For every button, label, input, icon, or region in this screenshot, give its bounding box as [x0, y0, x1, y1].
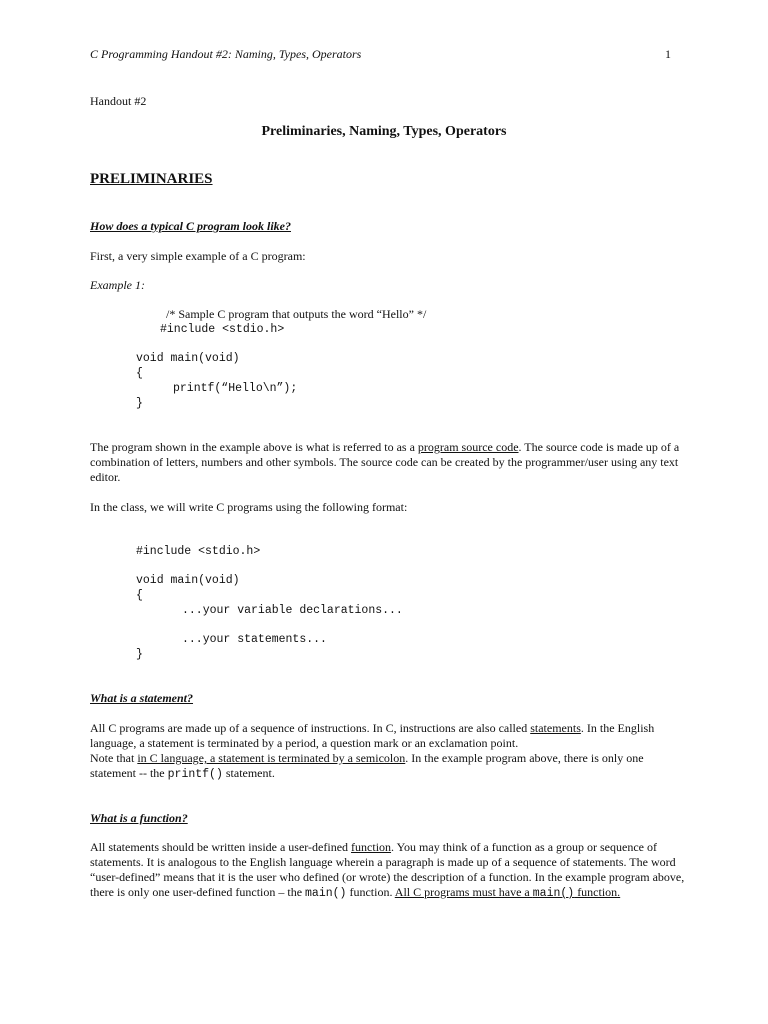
paragraph-source-code	[90, 440, 690, 485]
code-line: }	[136, 648, 143, 661]
rule-main-required	[395, 885, 620, 899]
section-heading: PRELIMINARIES	[90, 171, 213, 187]
intro-text: First, a very simple example of a C program:	[90, 249, 306, 263]
term-statements: statements	[530, 721, 581, 735]
code-line: void main(void)	[136, 352, 240, 365]
paragraph-statement	[90, 721, 690, 782]
page-number: 1	[665, 47, 671, 61]
text-run: All C programs are made up of a sequence of instructions. In C, instructions are also called	[90, 721, 531, 735]
code-line: ...your variable declarations...	[182, 604, 403, 617]
code-line: #include <stdio.h>	[160, 323, 285, 336]
code-line: ...your statements...	[182, 633, 327, 646]
code-main: main()	[532, 887, 575, 900]
term-program-source-code: program source code	[417, 440, 519, 454]
text-run: All C programs must have a	[394, 885, 533, 899]
text-run: . In the English language, a statement is terminated by a period, a question mark or an exclamation point.	[90, 721, 655, 750]
code-main: main()	[305, 887, 347, 900]
format-intro-text: In the class, we will write C programs using the following format:	[90, 500, 408, 514]
page-title: Preliminaries, Naming, Types, Operators	[261, 124, 507, 139]
text-run: . In the example program above, there is only one statement -- the	[90, 751, 644, 780]
rule-semicolon: in C language, a statement is terminated by a semicolon	[137, 751, 406, 765]
text-run: . You may think of a function as a group or sequence of statements. It is analogous to the English language wherein a paragraph is made up of a sequence of statements. The word “user-defined” means that it is the user who defined (or wrote) the description of a function. In the example program above, there is only one user-defined function – the	[90, 840, 685, 899]
text-run: Note that	[90, 751, 138, 765]
code-line: void main(void)	[136, 574, 240, 587]
example-label: Example 1:	[90, 278, 145, 292]
text-run: . The source code is made up of a combination of letters, numbers and other symbols. The source code can be created by the programmer/user using any text editor.	[90, 440, 680, 484]
question-heading: What is a statement?	[90, 691, 194, 705]
code-line: }	[136, 397, 143, 410]
question-heading: What is a function?	[90, 811, 188, 825]
text-run: The program shown in the example above is what is referred to as a	[90, 440, 418, 454]
text-run: All statements should be written inside a user-defined	[90, 840, 352, 854]
code-line: #include <stdio.h>	[136, 545, 261, 558]
code-printf: printf()	[167, 768, 223, 781]
text-run: function.	[574, 885, 621, 899]
paragraph-function	[90, 840, 690, 901]
code-line: {	[136, 367, 143, 380]
text-run: function.	[346, 885, 395, 899]
term-function: function	[351, 840, 392, 854]
code-comment: /* Sample C program that outputs the word “Hello” */	[166, 307, 427, 321]
question-heading: How does a typical C program look like?	[90, 219, 291, 233]
code-line: {	[136, 589, 143, 602]
handout-label: Handout #2	[90, 94, 147, 108]
text-run: statement.	[222, 766, 275, 780]
code-line: printf(“Hello\n”);	[173, 382, 298, 395]
running-header: C Programming Handout #2: Naming, Types, Operators	[90, 47, 362, 61]
